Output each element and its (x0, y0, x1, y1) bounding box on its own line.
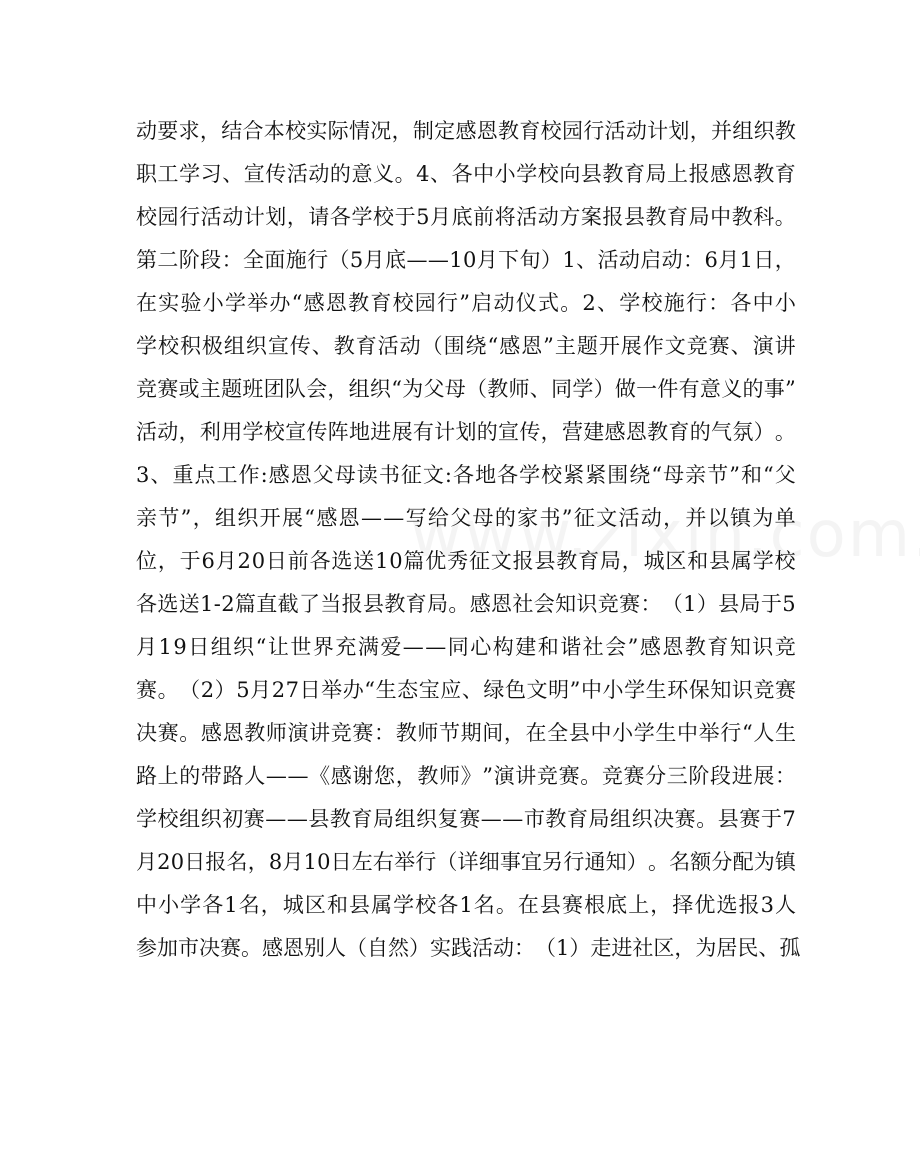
body-text (136, 110, 801, 970)
text-line: 各 选 送 1 - 2 篇 直 截 了 当 报 县 教 育 局 。 感 恩 社 会 知 识 竞 赛 ： （ 1 ） 县 局 于 5 (136, 592, 796, 616)
text-line: 决 赛 。 感 恩 教 师 演 讲 竞 赛 ： 教 师 节 期 间 ， 在 全 县 中 小 学 生 中 举 行 “ 人 生 (136, 721, 796, 745)
text-line: 月 2 0 日 报 名 ， 8 月 1 0 日 左 右 举 行 （ 详 细 事 宜 另 行 通 知 ） 。 名 额 分 配 为 镇 (136, 850, 796, 874)
text-line: 职 工 学 习 、 宣 传 活 动 的 意 义 。 4 、 各 中 小 学 校 向 县 教 育 局 上 报 感 恩 教 育 (136, 162, 796, 186)
text-line: 学 校 组 织 初 赛 — — 县 教 育 局 组 织 复 赛 — — 市 教 育 局 组 织 决 赛 。 县 赛 于 7 (136, 807, 796, 831)
text-line: 月 1 9 日 组 织 “ 让 世 界 充 满 爱 — — 同 心 构 建 和 谐 社 会 ” 感 恩 教 育 知 识 竞 (136, 635, 796, 659)
text-line: 活 动 ， 利 用 学 校 宣 传 阵 地 进 展 有 计 划 的 宣 传 ， 营 建 感 恩 教 育 的 气 氛 ） 。 (136, 420, 796, 444)
text-line: 参 加 市 决 赛 。 感 恩 别 人 （ 自 然 ） 实 践 活 动 ： （ 1 ） 走 进 社 区 ， 为 居 民 、 孤 (136, 936, 801, 960)
text-line: 中 小 学 各 1 名 ， 城 区 和 县 属 学 校 各 1 名 。 在 县 赛 根 底 上 ， 择 优 选 报 3 人 (136, 893, 796, 917)
text-line: 动 要 求 ， 结 合 本 校 实 际 情 况 ， 制 定 感 恩 教 育 校 园 行 活 动 计 划 ， 并 组 织 教 (136, 119, 796, 143)
text-line: 学 校 积 极 组 织 宣 传 、 教 育 活 动 （ 围 绕 “ 感 恩 ” 主 题 开 展 作 文 竞 赛 、 演 讲 (136, 334, 796, 358)
text-line: 在 实 验 小 学 举 办 “ 感 恩 教 育 校 园 行 ” 启 动 仪 式 。 2 、 学 校 施 行 ： 各 中 小 (136, 291, 796, 315)
text-line: 路 上 的 带 路 人 — — 《 感 谢 您 ， 教 师 》 ” 演 讲 竞 赛 。 竞 赛 分 三 阶 段 进 展 ： (136, 764, 796, 788)
text-line: 3 、 重 点 工 作 : 感 恩 父 母 读 书 征 文 : 各 地 各 学 校 紧 紧 围 绕 “ 母 亲 节 ” 和 “ 父 (136, 463, 796, 487)
text-line: 第 二 阶 段 ： 全 面 施 行 （ 5 月 底 — — 1 0 月 下 旬 ） 1 、 活 动 启 动 ： 6 月 1 日 ， (136, 248, 796, 272)
text-line: 位 ， 于 6 月 2 0 日 前 各 选 送 1 0 篇 优 秀 征 文 报 县 教 育 局 ， 城 区 和 县 属 学 校 (136, 549, 796, 573)
text-line: 校 园 行 活 动 计 划 ， 请 各 学 校 于 5 月 底 前 将 活 动 方 案 报 县 教 育 局 中 教 科 。 (136, 205, 796, 229)
text-line: 亲 节 ” ， 组 织 开 展 “ 感 恩 — — 写 给 父 母 的 家 书 ” 征 文 活 动 ， 并 以 镇 为 单 (136, 506, 796, 530)
text-line: 竞 赛 或 主 题 班 团 队 会 ， 组 织 “ 为 父 母 （ 教 师 、 同 学 ） 做 一 件 有 意 义 的 事 ” (136, 377, 796, 401)
text-line: 赛 。 （ 2 ） 5 月 2 7 日 举 办 “ 生 态 宝 应 、 绿 色 文 明 ” 中 小 学 生 环 保 知 识 竞 赛 (136, 678, 796, 702)
